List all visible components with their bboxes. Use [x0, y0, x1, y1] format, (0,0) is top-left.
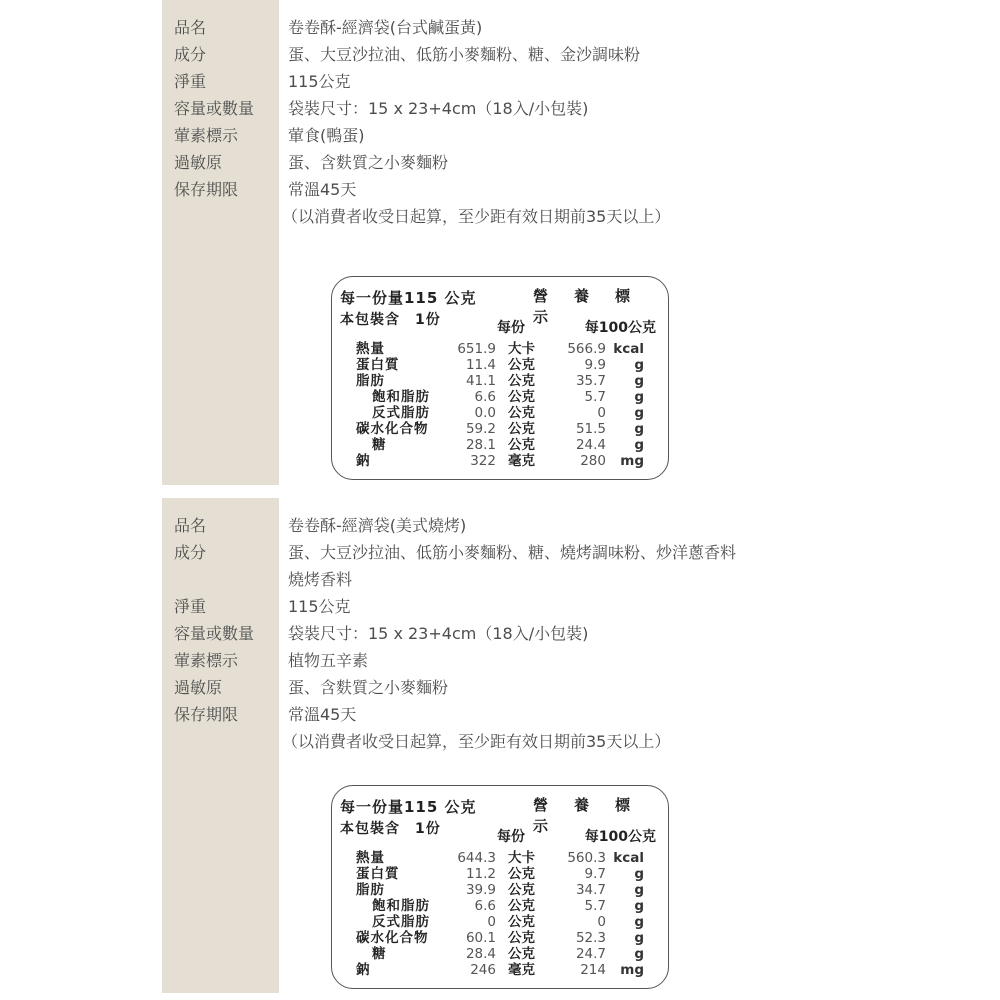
- nutrient-row: 鈉 322 毫克 280 mg: [356, 453, 644, 469]
- shelf-life-note: （以消費者收受日起算，至少距有效日期前35天以上）: [282, 207, 671, 226]
- spec-value: 卷卷酥-經濟袋(美式燒烤): [288, 516, 467, 535]
- spec-value: 蛋、含麩質之小麥麵粉: [288, 153, 449, 172]
- spec-label: 品名: [174, 516, 207, 535]
- spec-label: 過敏原: [174, 153, 223, 172]
- nutrient-row: 反式脂肪 0.0 公克 0 g: [372, 405, 644, 421]
- serving-size: 每一份量115 公克: [340, 798, 477, 816]
- spec-label: 容量或數量: [174, 99, 255, 118]
- nutrient-row: 熱量 651.9 大卡 566.9 kcal: [356, 341, 644, 357]
- nutrient-row: 糖 28.1 公克 24.4 g: [372, 437, 644, 453]
- spec-label: 保存期限: [174, 180, 239, 199]
- spec-label: 成分: [174, 543, 207, 562]
- serving-size: 每一份量115 公克: [340, 289, 477, 307]
- nutrition-title: 營 養 標示: [532, 796, 630, 835]
- shelf-life-note: （以消費者收受日起算，至少距有效日期前35天以上）: [282, 732, 671, 751]
- product-block-2: [162, 498, 1000, 993]
- spec-value: 蛋、含麩質之小麥麵粉: [288, 678, 449, 697]
- spec-value: 植物五辛素: [288, 651, 369, 670]
- nutrient-row: 熱量 644.3 大卡 560.3 kcal: [356, 850, 644, 866]
- spec-value: 蛋、大豆沙拉油、低筋小麥麵粉、糖、燒烤調味粉、炒洋蔥香料: [288, 543, 737, 562]
- spec-label: 品名: [174, 18, 207, 37]
- per-serving-header: 每份: [497, 320, 525, 336]
- nutrient-row: 糖 28.4 公克 24.7 g: [372, 946, 644, 962]
- spec-value: 葷食(鴨蛋): [288, 126, 365, 145]
- nutrient-row: 鈉 246 毫克 214 mg: [356, 962, 644, 978]
- nutrient-row: 脂肪 39.9 公克 34.7 g: [356, 882, 644, 898]
- spec-label: 葷素標示: [174, 126, 239, 145]
- nutrient-row: 蛋白質 11.4 公克 9.9 g: [356, 357, 644, 373]
- nutrient-row: 反式脂肪 0 公克 0 g: [372, 914, 644, 930]
- nutrient-row: 脂肪 41.1 公克 35.7 g: [356, 373, 644, 389]
- spec-label: 淨重: [174, 597, 207, 616]
- spec-label: 淨重: [174, 72, 207, 91]
- spec-value: 蛋、大豆沙拉油、低筋小麥麵粉、糖、金沙調味粉: [288, 45, 641, 64]
- spec-label: 葷素標示: [174, 651, 239, 670]
- spec-label: 成分: [174, 45, 207, 64]
- spec-value: 常溫45天: [288, 180, 357, 199]
- spec-value: 常溫45天: [288, 705, 357, 724]
- spec-value: 115公克: [288, 597, 351, 616]
- spec-value: 袋裝尺寸：15 x 23+4cm（18入/小包裝): [288, 99, 589, 118]
- nutrient-row: 碳水化合物 59.2 公克 51.5 g: [356, 421, 644, 437]
- nutrition-facts-panel: [331, 276, 669, 480]
- servings-per-package: 本包裝含 1份: [340, 821, 441, 837]
- servings-per-package: 本包裝含 1份: [340, 312, 441, 328]
- spec-label: 容量或數量: [174, 624, 255, 643]
- label-column: [162, 498, 279, 993]
- nutrient-row: 蛋白質 11.2 公克 9.7 g: [356, 866, 644, 882]
- spec-label: 過敏原: [174, 678, 223, 697]
- spec-value: 袋裝尺寸：15 x 23+4cm（18入/小包裝): [288, 624, 589, 643]
- nutrition-title: 營 養 標示: [532, 287, 630, 326]
- spec-value: 燒烤香料: [288, 570, 353, 589]
- per-100g-header: 每100公克: [584, 829, 656, 845]
- nutrient-row: 飽和脂肪 6.6 公克 5.7 g: [372, 389, 644, 405]
- per-serving-header: 每份: [497, 829, 525, 845]
- spec-label: 保存期限: [174, 705, 239, 724]
- nutrient-row: 碳水化合物 60.1 公克 52.3 g: [356, 930, 644, 946]
- nutrition-facts-panel: [331, 785, 669, 989]
- spec-value: 115公克: [288, 72, 351, 91]
- product-block-1: [162, 0, 1000, 485]
- spec-value: 卷卷酥-經濟袋(台式鹹蛋黃): [288, 18, 483, 37]
- nutrient-row: 飽和脂肪 6.6 公克 5.7 g: [372, 898, 644, 914]
- per-100g-header: 每100公克: [584, 320, 656, 336]
